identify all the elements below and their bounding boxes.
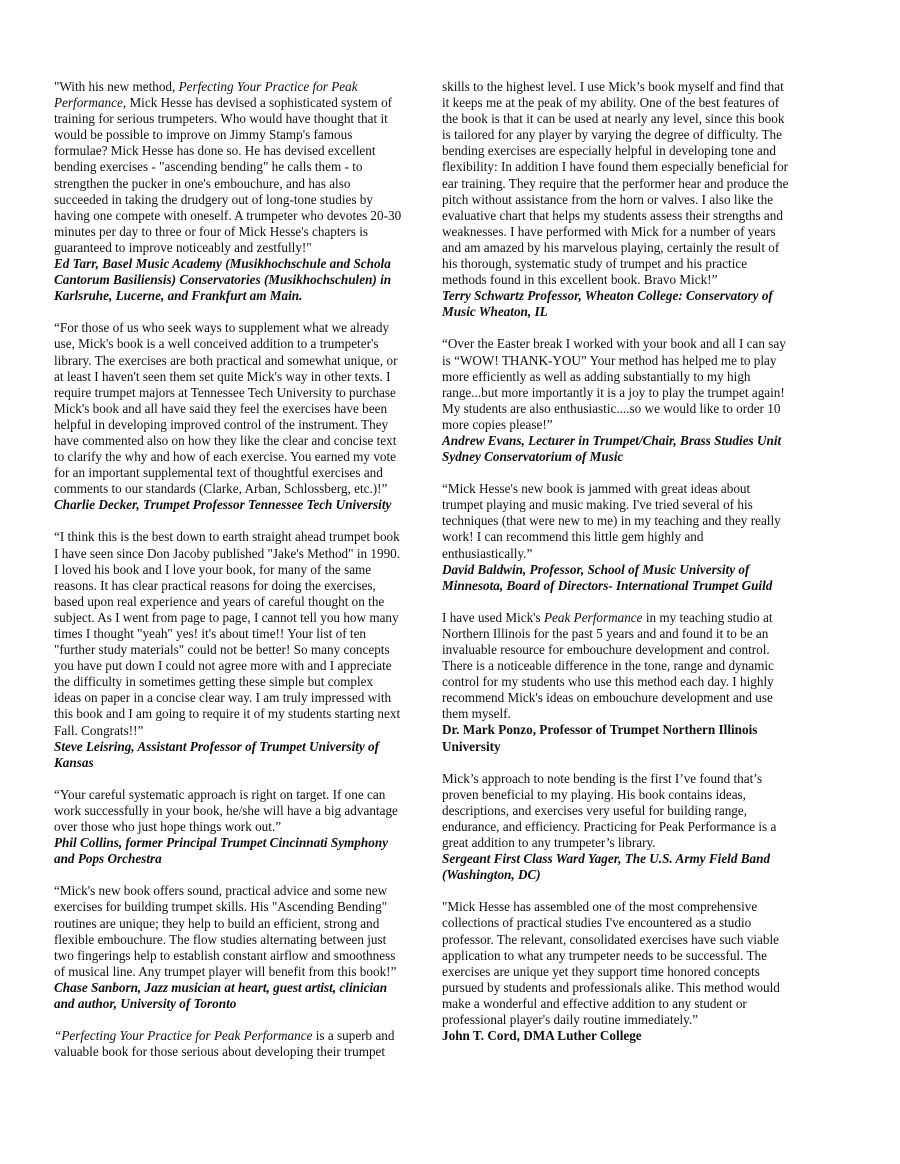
testimonial-quote: “Mick's new book offers sound, practical advice and some new exercises for building trumpet skills. His "Ascending Bending" routines are unique; they help to build an efficient, strong and flexible embouchure. The flow studies alternating between just two fingerings help to establish constant airflow and smoothness of musical line. Any trumpet player will benefit from this book!” [54, 883, 397, 979]
quote-text: is a superb and valuable book for those serious about developing their trumpet [54, 1028, 395, 1060]
testimonial-quote: “Your careful systematic approach is right on target. If one can work successfully in your book, he/she will have a big advantage over those who just hope things work out.” [54, 786, 398, 835]
testimonial-attribution: Terry Schwartz Professor, Wheaton College: Conservatory of Music Wheaton, IL [442, 288, 773, 320]
testimonial-attribution: Dr. Mark Ponzo, Professor of Trumpet Northern Illinois University [442, 722, 758, 754]
testimonial [54, 1028, 402, 1060]
book-title: Perfecting Your Practice for Peak Performance [54, 79, 358, 111]
testimonial [54, 787, 402, 867]
book-title: Peak Performance [544, 609, 643, 625]
quote-text: in my teaching studio at Northern Illinois for the past 5 years and and found it to be an invaluable resource for embouchure development and control. There is a noticeable difference in the tone, range and dynamic control for my students who use this method each day. I highly recommend Mick's ideas on embouchure development and use them myself. [442, 609, 774, 722]
testimonial-quote: “I think this is the best down to earth straight ahead trumpet book I have seen since Don Jacoby published "Jake's Method" in 1990. I loved his book and I love your book, for many of the same reasons. It has clear practical reasons for doing the exercises, based upon real experience and years of careful thought on the subject. As I went from page to page, I cannot tell you how many times I thought "yeah" yes! it's about time!! Your list of ten "further study materials" could not be better! So many concepts you have put down I could not agree more with and I appreciate the difficulty in sometimes getting these simple but complex ideas on paper in a concise clear way. I am truly impressed with this book and I am going to require it of my students starting next Fall. Congrats!!” [54, 529, 401, 738]
testimonial-attribution: Charlie Decker, Trumpet Professor Tennessee Tech University [54, 497, 392, 513]
testimonial-quote: skills to the highest level. I use Mick’s book myself and find that it keeps me at the peak of my ability. One of the best features of the book is that it can be used at nearly any level, since this book is tailored for any player by varying the degree of difficulty. The bending exercises are especially helpful in developing tone and flexibility: In addition I have found them especially beneficial for ear training. They require that the performer hear and produce the pitch without assistance from the horn or valves. I also like the evaluative chart that helps my students assess their strengths and weaknesses. I have performed with Mick for a number of years and am amazed by his marvelous playing, certainly the result of his thorough, systematic study of trumpet and his practice methods found in this excellent book. Bravo Mick!” [442, 79, 789, 288]
right-column [442, 79, 792, 1060]
testimonial [54, 529, 402, 770]
testimonial-quote [54, 1028, 402, 1060]
testimonial [54, 79, 402, 304]
testimonial [442, 771, 792, 884]
testimonial-attribution: Ed Tarr, Basel Music Academy (Musikhochschule and Schola Cantorum Basiliensis) Conservatories (Musikhochschulen) in Karlsruhe, Lucerne, and Frankfurt am Main. [54, 256, 392, 304]
testimonial-quote: “For those of us who seek ways to supplement what we already use, Mick's book is a well conceived addition to a trumpeter's library. The exercises are both practical and somewhat unique, or at least I haven't seen them set quite Mick's way in other texts. I require trumpet majors at Tennessee Tech University to purchase Mick's book and all have said they feel the exercises have been helpful in developing improved control of the instrument. They have commented also on how they like the clear and concise text to clarify the why and how of each exercise. You earned my vote for an important supplemental text of thoughtful exercises and comments to our standards (Clarke, Arban, Schlossberg, etc.)!” [54, 320, 398, 497]
testimonial-quote [54, 79, 402, 256]
testimonial-quote: “Mick Hesse's new book is jammed with great ideas about trumpet playing and music making. I've tried several of his techniques (that were new to me) in my teaching and they really work! I can recommend this little gem highly and enthusiastically.” [442, 481, 781, 561]
book-title: “Perfecting Your Practice for Peak Performance [54, 1028, 313, 1044]
testimonial-attribution: David Baldwin, Professor, School of Music University of Minnesota, Board of Directors- International Trumpet Guild [442, 561, 773, 593]
testimonial-quote [442, 610, 792, 723]
quote-text: "With his new method, [54, 79, 179, 94]
testimonial [442, 899, 792, 1044]
testimonial-attribution: Andrew Evans, Lecturer in Trumpet/Chair, Brass Studies Unit Sydney Conservatorium of Music [442, 432, 782, 465]
testimonial-attribution: Chase Sanborn, Jazz musician at heart, guest artist, clinician and author, University of Toronto [54, 979, 388, 1011]
testimonial-attribution: Sergeant First Class Ward Yager, The U.S. Army Field Band (Washington, DC) [442, 851, 771, 883]
testimonial [442, 481, 792, 594]
quote-text: I have used Mick's [442, 609, 544, 625]
testimonial [54, 883, 402, 1012]
testimonial-quote: "Mick Hesse has assembled one of the most comprehensive collections of practical studies I've encountered as a studio professor. The relevant, consolidated exercises have such viable application to what any trumpeter needs to be successful. The exercises are unique yet they support time honored concepts pursued by students and professionals alike. This method would make a wonderful and effective addition to any student or professional player's daily routine immediately.” [442, 899, 780, 1027]
testimonial [442, 336, 792, 465]
testimonial-attribution: Phil Collins, former Principal Trumpet Cincinnati Symphony and Pops Orchestra [54, 835, 389, 867]
testimonial [54, 320, 402, 513]
testimonial-quote: Mick’s approach to note bending is the first I’ve found that’s proven beneficial to my playing. His book contains ideas, descriptions, and exercises very useful for building range, endurance, and efficiency. Practicing for Peak Performance is a great addition to any trumpeter’s library. [442, 770, 777, 851]
testimonial-attribution: John T. Cord, DMA Luther College [442, 1028, 642, 1044]
quote-text: , Mick Hesse has devised a sophisticated system of training for serious trumpeters. Who would have thought that it would be possible to improve on Jimmy Stamp's famous formulae? Mick Hesse has done so. He has devised excellent bending exercises - "ascending bending" he calls them - to strengthen the pucker in one's embouchure, and has also succeeded in taking the drudgery out of long-tone studies by having one compete with oneself. A trumpeter who devotes 20-30 minutes per day to three or four of Mick Hesse's chapters is guaranteed to improve noticeably and zestfully!" [54, 95, 402, 255]
testimonial [442, 610, 792, 755]
testimonial [442, 79, 792, 320]
testimonial-quote: “Over the Easter break I worked with your book and all I can say is “WOW! THANK-YOU” Your method has helped me to play more efficiently as well as adding substantially to my high range...but more importantly it is a joy to play the trumpet again! My students are also enthusiastic....so we would like to order 10 more copies please!” [442, 336, 786, 432]
left-column [54, 79, 402, 1076]
testimonial-attribution: Steve Leisring, Assistant Professor of Trumpet University of Kansas [54, 738, 380, 770]
